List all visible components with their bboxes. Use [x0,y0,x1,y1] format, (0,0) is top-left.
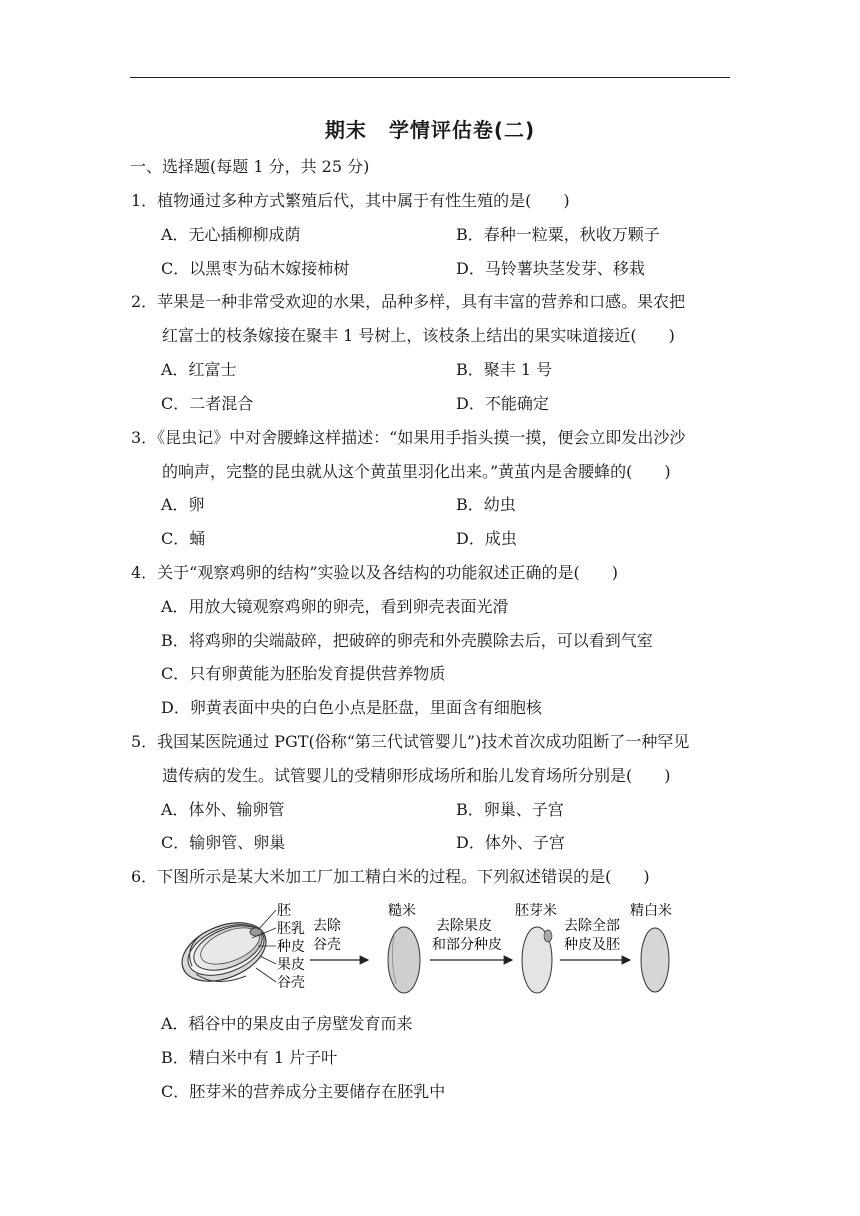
section-heading: 一、选择题(每题 1 分，共 25 分) [130,157,370,176]
question-1-stem: 1．植物通过多种方式繁殖后代，其中属于有性生殖的是( ) [131,191,570,210]
question-5-stem-cont: 遗传病的发生。试管婴儿的受精卵形成场所和胎儿发育场所分别是( ) [162,766,671,785]
q2-option-d: D．不能确定 [456,394,549,413]
question-6-stem: 6．下图所示是某大米加工厂加工精白米的过程。下列叙述错误的是( ) [131,867,650,886]
header-rule [130,77,730,78]
product-germ-rice: 胚芽米 [515,903,557,919]
q6-option-c: C．胚芽米的营养成分主要储存在胚乳中 [161,1082,446,1101]
page-title [0,114,860,143]
step3-line1: 去除全部 [564,918,620,934]
label-pericarp: 果皮 [277,957,305,973]
step1-line2: 谷壳 [313,937,341,953]
q5-option-a: A．体外、输卵管 [161,800,285,819]
question-4-stem: 4．关于“观察鸡卵的结构”实验以及各结构的功能叙述正确的是( ) [131,563,619,582]
q3-option-c: C．蛹 [161,529,206,548]
step1-line1: 去除 [313,918,341,934]
product-brown-rice: 糙米 [388,903,416,919]
step2-line1: 去除果皮 [436,918,492,934]
label-seed-coat: 种皮 [277,939,305,955]
title-name: 学情评估卷(二) [388,118,536,142]
q2-option-c: C．二者混合 [161,394,254,413]
polished-rice-grain [641,928,669,992]
q1-option-c: C．以黑枣为砧木嫁接柿树 [161,259,350,278]
q5-option-d: D．体外、子宫 [456,833,565,852]
q3-option-a: A．卵 [161,495,205,514]
q1-option-a: A．无心插柳柳成荫 [161,225,301,244]
question-3-stem: 3．《昆虫记》中对舍腰蜂这样描述：“如果用手指头摸一摸，便会立即发出沙沙 [131,428,686,447]
question-3-stem-cont: 的响声，完整的昆虫就从这个黄茧里羽化出来。”黄茧内是舍腰蜂的( ) [162,462,671,481]
label-endosperm: 胚乳 [277,921,305,937]
question-2-stem-cont: 红富士的枝条嫁接在聚丰 1 号树上，该枝条上结出的果实味道接近( ) [162,326,675,345]
q1-option-d: D．马铃薯块茎发芽、移栽 [456,259,645,278]
label-embryo: 胚 [277,903,291,919]
q3-option-b: B．幼虫 [456,495,516,514]
q5-option-b: B．卵巢、子宫 [456,800,564,819]
q6-option-a: A．稻谷中的果皮由子房壁发育而来 [161,1014,413,1033]
q6-option-b: B．精白米中有 1 片子叶 [161,1048,338,1067]
q5-option-c: C．输卵管、卵巢 [161,833,286,852]
q2-option-a: A．红富士 [161,360,237,379]
rice-processing-figure [176,896,686,1006]
step2-line2: 和部分种皮 [432,937,502,953]
q4-option-a: A．用放大镜观察鸡卵的卵壳，看到卵壳表面光滑 [161,597,509,616]
title-term: 期末 [324,118,367,142]
step3-line2: 种皮及胚 [564,937,620,953]
question-5-stem: 5．我国某医院通过 PGT(俗称“第三代试管婴儿”)技术首次成功阻断了一种罕见 [131,732,690,751]
q4-option-b: B．将鸡卵的尖端敲碎，把破碎的卵壳和外壳膜除去后，可以看到气室 [161,631,653,650]
label-husk: 谷壳 [277,975,305,991]
rice-grain-drawing [176,911,275,992]
q1-option-b: B．春种一粒粟，秋收万颗子 [456,225,660,244]
q4-option-d: D．卵黄表面中央的白色小点是胚盘，里面含有细胞核 [161,698,542,717]
q2-option-b: B．聚丰 1 号 [456,360,553,379]
q3-option-d: D．成虫 [456,529,517,548]
product-polished-rice: 精白米 [630,903,672,919]
q4-option-c: C．只有卵黄能为胚胎发育提供营养物质 [161,664,446,683]
question-2-stem: 2．苹果是一种非常受欢迎的水果，品种多样，具有丰富的营养和口感。果农把 [131,292,686,311]
